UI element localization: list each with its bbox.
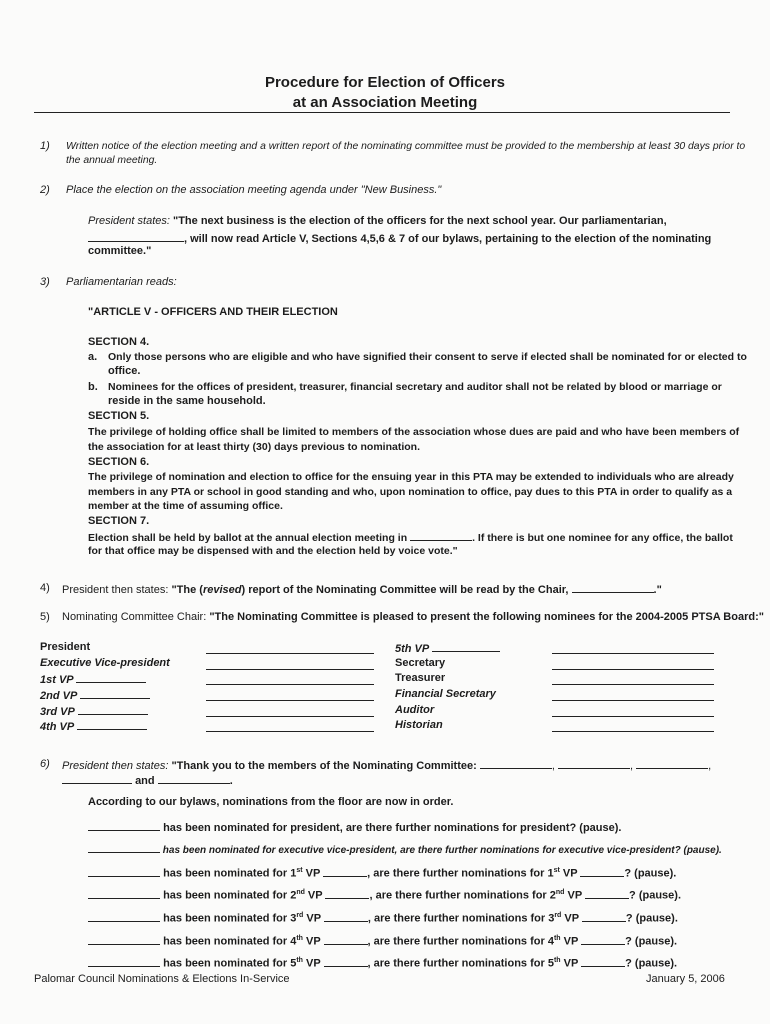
statement-text: ? (pause). — [625, 935, 678, 948]
statement-text: has been nominated for 5 — [163, 957, 297, 970]
office-label-4th-vp — [40, 718, 147, 735]
article-heading: "ARTICLE V - OFFICERS AND THEIR ELECTION — [88, 306, 338, 318]
nominee-blank[interactable] — [585, 887, 629, 899]
ordinal-suffix: th — [296, 957, 303, 964]
statement-text: "The next business is the election of the officers for the next school year. Our parliamentarian, — [173, 215, 667, 227]
statement-text: ? (pause). — [625, 957, 678, 970]
office-label-2nd-vp — [40, 687, 150, 704]
statement-text: and — [135, 775, 155, 787]
section-6-heading: SECTION 6. — [88, 456, 150, 468]
nominee-line-secretary[interactable] — [552, 669, 714, 670]
statement-text: VP — [303, 912, 321, 925]
ordinal-suffix: rd — [554, 912, 562, 919]
statement-text: Election shall be held by ballot at the annual election meeting in — [88, 532, 408, 544]
4th-vp-short-blank[interactable] — [77, 718, 147, 730]
nominee-blank[interactable] — [323, 865, 367, 877]
item-2-text: Place the election on the association meeting agenda under "New Business." — [66, 184, 442, 196]
statement-text: ." — [653, 584, 662, 596]
item-6-text-cont: and . — [62, 772, 233, 789]
statement-text: ? (pause). — [625, 912, 678, 925]
nominee-blank[interactable] — [324, 955, 368, 967]
statement-text: revised — [202, 584, 242, 596]
nominee-line-1st-vp[interactable] — [206, 684, 374, 685]
section-4a-text: Only those persons who are eligible and who have signified their consent to serve if elected shall be nominated for or elected to — [108, 351, 747, 363]
nomination-line-5th-vp — [88, 953, 677, 972]
nominee-line-executive-vp[interactable] — [206, 669, 374, 670]
statement-text: has been nominated for executive vice-president, are there further nominations for executive vice-president? (pause). — [162, 845, 722, 856]
office-label-historian: Historian — [395, 719, 443, 731]
statement-text: ) report of the Nominating Committee will be read by the Chair, — [241, 584, 569, 596]
statement-text: ? (pause). — [624, 867, 677, 880]
nominee-blank[interactable] — [324, 910, 368, 922]
office-label-treasurer: Treasurer — [395, 672, 446, 684]
statement-text: "The ( — [171, 584, 203, 596]
nominee-blank[interactable] — [88, 933, 160, 945]
section-4b-text: Nominees for the offices of president, treasurer, financial secretary and auditor shall not be related by blood or marriage or — [108, 381, 722, 393]
office-label-secretary: Secretary — [395, 657, 446, 669]
committee-member-blank[interactable] — [62, 772, 132, 784]
statement-text: . If there is but one nominee for any office, the ballot — [472, 532, 733, 544]
president-statement-1 — [88, 214, 667, 229]
item-1-text: Written notice of the election meeting and a written report of the nominating committee must be provided to the membership at least 30 days prior to — [66, 141, 746, 152]
office-label-text: 4th VP — [40, 721, 74, 733]
statement-text: , are there further nominations for 2 — [369, 889, 556, 902]
committee-member-blank[interactable] — [558, 757, 630, 769]
statement-text: , are there further nominations for 3 — [367, 912, 555, 925]
nominee-line-auditor[interactable] — [552, 716, 714, 717]
nominee-blank[interactable] — [88, 955, 160, 967]
item-number: 1) — [40, 140, 50, 152]
list-label: a. — [88, 351, 98, 363]
nominee-blank[interactable] — [581, 933, 625, 945]
footer-left: Palomar Council Nominations & Elections In-Service — [34, 973, 290, 985]
office-label-text: 5th VP — [395, 643, 429, 655]
item-number: 3) — [40, 276, 50, 288]
item-number: 4) — [40, 582, 50, 594]
nominee-blank[interactable] — [88, 865, 160, 877]
statement-text: VP — [561, 912, 579, 925]
ordinal-suffix: th — [553, 957, 561, 964]
nomination-line-3rd-vp — [88, 908, 678, 927]
statement-text: VP — [304, 889, 323, 902]
title-line-2: at an Association Meeting — [292, 94, 478, 111]
office-label-president: President — [40, 641, 91, 653]
nominee-blank[interactable] — [581, 955, 625, 967]
nomination-line-1st-vp — [88, 863, 676, 882]
nominee-line-president[interactable] — [206, 653, 374, 654]
section-6-text-end: member at the time of assuming office. — [88, 500, 283, 512]
section-4b-text-cont: reside in the same household. — [108, 395, 266, 407]
statement-text: , are there further nominations for 5 — [367, 957, 554, 970]
nominee-blank[interactable] — [88, 819, 160, 831]
nominee-line-historian[interactable] — [552, 731, 714, 732]
nominee-blank[interactable] — [88, 841, 160, 853]
office-label-financial-secretary: Financial Secretary — [395, 688, 496, 700]
statement-text: ? (pause). — [629, 889, 681, 902]
office-label-text: 2nd VP — [40, 690, 77, 702]
speaker-label: President then states: — [62, 584, 169, 596]
statement-text: VP — [560, 957, 579, 970]
title-rule — [34, 112, 730, 113]
statement-text: committee." — [88, 245, 152, 257]
item-6-text: President then states: "Thank you to the members of the Nominating Committee: , , , — [62, 757, 711, 774]
statement-text: has been nominated for 3 — [163, 912, 297, 925]
statement-text: VP — [560, 935, 579, 948]
nomination-line-president — [88, 819, 621, 836]
ordinal-suffix: nd — [296, 889, 305, 896]
section-5-text: The privilege of holding office shall be limited to members of the association whose dues are paid and who have been members of — [88, 426, 740, 438]
title-line-1: Procedure for Election of Officers — [264, 74, 506, 91]
office-label-executive-vp: Executive Vice-president — [40, 657, 170, 669]
nominee-line-4th-vp[interactable] — [206, 731, 374, 732]
nominee-line-5th-vp[interactable] — [552, 653, 714, 654]
committee-member-blank[interactable] — [480, 757, 552, 769]
office-label-text: 1st VP — [40, 674, 74, 686]
office-label-5th-vp — [395, 640, 500, 657]
statement-text: , are there further nominations for 1 — [367, 867, 554, 880]
floor-nominations-text: According to our bylaws, nominations from the floor are now in order. — [88, 796, 454, 808]
nominee-blank[interactable] — [88, 887, 160, 899]
committee-member-blank[interactable] — [636, 757, 708, 769]
statement-text: "The Nominating Committee is pleased to present the following nominees for the 2004-2005 PTSA Board:" — [209, 611, 764, 623]
speaker-label: President then states: — [62, 760, 169, 772]
section-4a-text-cont: office. — [108, 365, 141, 377]
nomination-line-2nd-vp — [88, 885, 681, 904]
ordinal-suffix: st — [553, 867, 560, 874]
office-label-text: 3rd VP — [40, 706, 75, 718]
parliamentarian-name-blank[interactable] — [88, 230, 184, 242]
ordinal-suffix: th — [553, 935, 561, 942]
5th-vp-short-blank[interactable] — [432, 640, 500, 652]
nominee-blank[interactable] — [325, 887, 369, 899]
footer-right: January 5, 2006 — [646, 973, 725, 985]
statement-text: VP — [559, 867, 578, 880]
list-label: b. — [88, 381, 98, 393]
item-4-text — [62, 581, 662, 598]
section-5-text-cont: the association for at least thirty (30) days previous to nomination. — [88, 441, 420, 453]
statement-text: VP — [302, 957, 321, 970]
statement-text: VP — [564, 889, 582, 902]
office-label-1st-vp — [40, 671, 146, 688]
chair-name-blank[interactable] — [572, 581, 654, 593]
speaker-label: President states: — [88, 215, 170, 227]
president-statement-1-cont — [88, 230, 711, 247]
ordinal-suffix: nd — [555, 889, 565, 896]
nomination-line-executive-vp — [88, 841, 722, 858]
ordinal-suffix: st — [296, 867, 303, 874]
1st-vp-short-blank[interactable] — [76, 671, 146, 683]
section-6-text: The privilege of nomination and election to office for the ensuing year in this PTA may be extended to individuals who are already — [88, 471, 734, 483]
item-5-text — [62, 610, 764, 625]
nominee-line-3rd-vp[interactable] — [206, 716, 374, 717]
ordinal-suffix: th — [296, 935, 303, 942]
statement-text: , are there further nominations for 4 — [367, 935, 554, 948]
section-7-text-cont: for that office may be dispensed with and the election held by voice vote." — [88, 545, 458, 557]
section-6-text-cont: members in any PTA or school in good standing and who, upon nomination to office, pay dues to this PTA in order to qualify as a — [88, 486, 733, 498]
2nd-vp-short-blank[interactable] — [80, 687, 150, 699]
speaker-label: Nominating Committee Chair: — [62, 611, 207, 623]
statement-text: has been nominated for 4 — [163, 935, 297, 948]
item-number: 6) — [40, 758, 50, 770]
committee-member-blank[interactable] — [158, 772, 230, 784]
3rd-vp-short-blank[interactable] — [78, 703, 148, 715]
nominee-blank[interactable] — [88, 910, 160, 922]
ordinal-suffix: rd — [296, 912, 304, 919]
section-7-heading: SECTION 7. — [88, 515, 150, 527]
statement-text: has been nominated for 1 — [163, 867, 297, 880]
statement-text: VP — [302, 935, 321, 948]
section-4-heading: SECTION 4. — [88, 336, 150, 348]
nominee-blank[interactable] — [324, 933, 368, 945]
statement-text: has been nominated for 2 — [163, 889, 297, 902]
nominee-line-2nd-vp[interactable] — [206, 700, 374, 701]
item-number: 2) — [40, 184, 50, 196]
nominee-line-treasurer[interactable] — [552, 684, 714, 685]
nominee-line-financial-secretary[interactable] — [552, 700, 714, 701]
statement-text: , will now read Article V, Sections 4,5,6 & 7 of our bylaws, pertaining to the election of the nominating — [184, 233, 712, 245]
nominee-blank[interactable] — [582, 910, 626, 922]
election-month-blank[interactable] — [410, 529, 472, 541]
section-5-heading: SECTION 5. — [88, 410, 150, 422]
statement-text: VP — [302, 867, 321, 880]
statement-text: "Thank you to the members of the Nominating Committee: — [171, 760, 477, 772]
item-3-text: Parliamentarian reads: — [66, 276, 177, 288]
nomination-line-4th-vp — [88, 931, 677, 950]
statement-text: has been nominated for president, are there further nominations for president? (pause). — [163, 822, 622, 834]
item-1-text-cont: the annual meeting. — [66, 155, 158, 166]
nominee-blank[interactable] — [580, 865, 624, 877]
item-number: 5) — [40, 611, 50, 623]
office-label-auditor: Auditor — [395, 704, 435, 716]
